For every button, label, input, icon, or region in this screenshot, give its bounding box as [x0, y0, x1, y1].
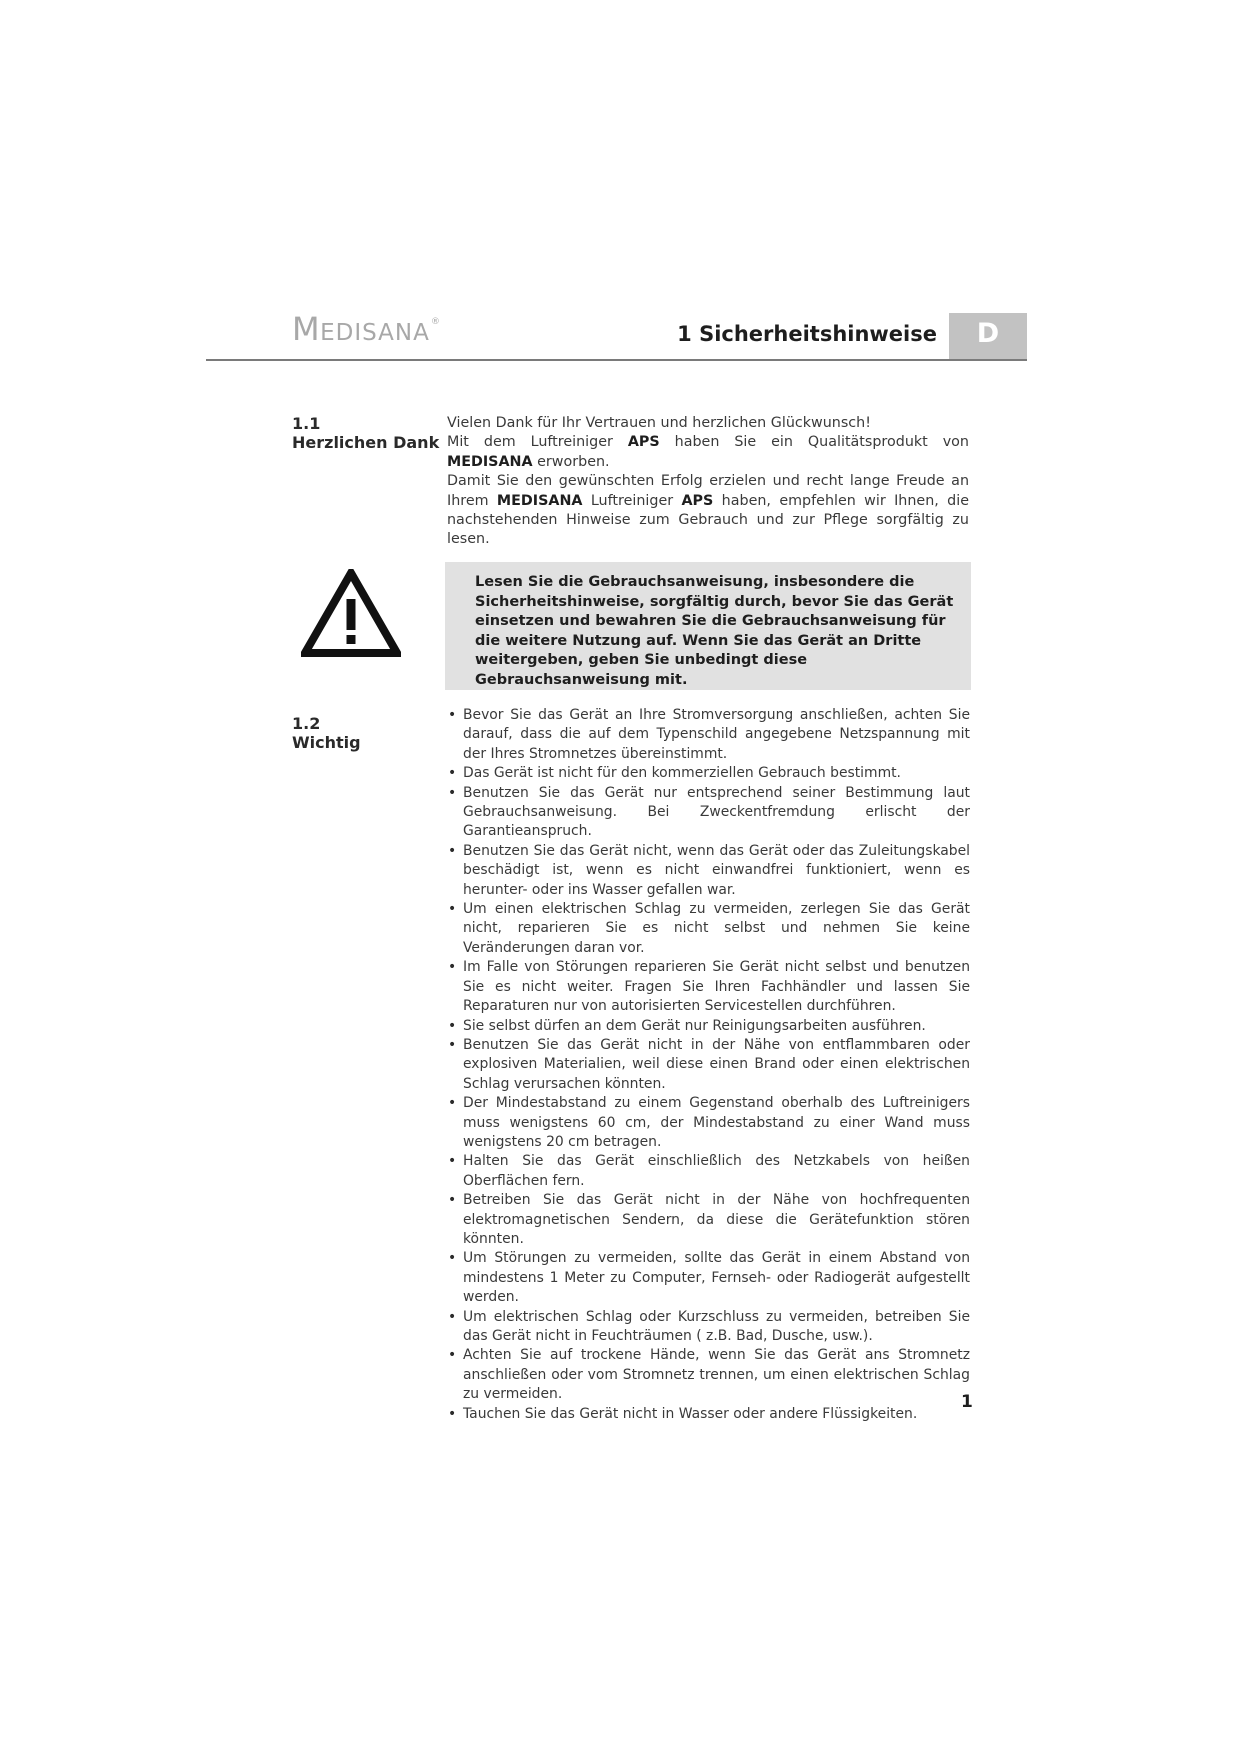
list-item: • Im Falle von Störungen reparieren Sie Gerät nicht selbst und benutzen Sie es nicht weiter. Fragen Sie Ihren Fachhändler und lassen Sie Reparaturen nur von autorisierten Servicestellen durchführen.: [447, 958, 970, 1016]
logo-registered-mark: ®: [430, 317, 441, 327]
language-tab: D: [949, 313, 1027, 360]
section-1-1-body: [447, 414, 969, 550]
list-item: • Benutzen Sie das Gerät nicht, wenn das Gerät oder das Zuleitungskabel beschädigt ist, wenn es nicht einwandfrei funktioniert, wenn es herunter- oder ins Wasser gefallen war.: [447, 842, 970, 900]
safety-instructions-list: [447, 706, 970, 1424]
warning-notice: Lesen Sie die Gebrauchsanweisung, insbesondere die Sicherheitshinweise, sorgfältig durch, bevor Sie das Gerät einsetzen und bewahren Sie die Gebrauchsanweisung für die weitere Nutzung auf. Wenn Sie das Gerät an Dritte weitergeben, geben Sie unbedingt diese Gebrauchsanweisung mit.: [445, 562, 971, 690]
list-item: • Halten Sie das Gerät einschließlich des Netzkabels von heißen Oberflächen fern.: [447, 1152, 970, 1191]
section-title: Wichtig: [292, 733, 361, 752]
list-item: • Bevor Sie das Gerät an Ihre Stromversorgung anschließen, achten Sie darauf, dass die auf dem Typenschild angegebene Netzspannung mit der Ihres Stromnetzes übereinstimmt.: [447, 706, 970, 764]
list-item: • Der Mindestabstand zu einem Gegenstand oberhalb des Luftreinigers muss wenigstens 60 cm, der Mindestabstand zu einer Wand muss wenigstens 20 cm betragen.: [447, 1094, 970, 1152]
warning-triangle-icon: [301, 569, 401, 657]
list-item: • Benutzen Sie das Gerät nur entsprechend seiner Bestimmung laut Gebrauchsanweisung. Bei Zweckentfremdung erlischt der Garantieanspruch.: [447, 784, 970, 842]
section-title: Herzlichen Dank: [292, 433, 440, 452]
brand-logo: [292, 310, 440, 348]
page-number: 1: [961, 1392, 973, 1412]
purchase-paragraph: Mit dem Luftreiniger APS haben Sie ein Qualitätsprodukt von MEDISANA erworben.: [447, 434, 969, 470]
section-1-2-heading: [292, 714, 361, 752]
list-item: • Tauchen Sie das Gerät nicht in Wasser oder andere Flüssigkeiten.: [447, 1405, 970, 1424]
list-item: • Betreiben Sie das Gerät nicht in der Nähe von hochfrequenten elektromagnetischen Sendern, da diese die Gerätefunktion stören könnten.: [447, 1191, 970, 1249]
list-item: • Um Störungen zu vermeiden, sollte das Gerät in einem Abstand von mindestens 1 Meter zu Computer, Fernseh- oder Radiogerät aufgestellt werden.: [447, 1249, 970, 1307]
list-item: • Benutzen Sie das Gerät nicht in der Nähe von entflammbaren oder explosiven Materialien, weil diese einen Brand oder einen elektrischen Schlag verursachen könnten.: [447, 1036, 970, 1094]
header-divider: [206, 359, 1027, 361]
recommendation-paragraph: Damit Sie den gewünschten Erfolg erzielen und recht lange Freude an Ihrem MEDISANA Luftreiniger APS haben, empfehlen wir Ihnen, die nachstehenden Hinweise zum Gebrauch und zur Pflege sorgfältig zu lesen.: [447, 473, 970, 548]
section-1-1-heading: [292, 414, 439, 452]
list-item: • Achten Sie auf trockene Hände, wenn Sie das Gerät ans Stromnetz anschließen oder vom Stromnetz trennen, um einen elektrischen Schlag zu vermeiden.: [447, 1346, 970, 1404]
section-number: 1.2: [292, 714, 321, 733]
chapter-title: 1 Sicherheitshinweise: [677, 322, 937, 346]
logo-rest: EDISANA: [320, 320, 430, 346]
logo-initial: M: [292, 310, 321, 348]
thanks-line: Vielen Dank für Ihr Vertrauen und herzlichen Glückwunsch!: [447, 415, 871, 431]
list-item: • Um einen elektrischen Schlag zu vermeiden, zerlegen Sie das Gerät nicht, reparieren Sie es nicht selbst und nehmen Sie keine Veränderungen daran vor.: [447, 900, 970, 958]
list-item: • Das Gerät ist nicht für den kommerziellen Gebrauch bestimmt.: [447, 764, 970, 783]
list-item: • Um elektrischen Schlag oder Kurzschluss zu vermeiden, betreiben Sie das Gerät nicht in Feuchträumen ( z.B. Bad, Dusche, usw.).: [447, 1308, 970, 1347]
section-number: 1.1: [292, 414, 321, 433]
list-item: • Sie selbst dürfen an dem Gerät nur Reinigungsarbeiten ausführen.: [447, 1017, 970, 1036]
